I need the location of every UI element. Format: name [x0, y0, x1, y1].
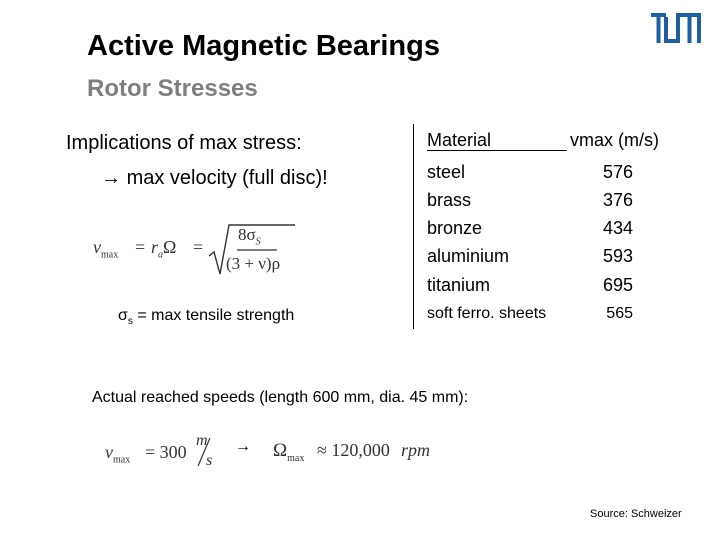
sigma-definition: $\sigma_s = \max$ tensile strength	[118, 307, 295, 328]
table-divider	[413, 124, 414, 329]
table-cell-vmax: 376	[602, 190, 633, 210]
max-velocity-formula: $v_{max}$ = $r_a\Omega$ = $8\sigma_S$ (3 + ν)ρ	[93, 222, 293, 282]
implications-heading: Implications of max stress:	[66, 132, 302, 154]
table-cell-vmax: 576	[602, 162, 633, 182]
table-cell-material: aluminium	[427, 246, 510, 266]
table-cell-material: brass	[427, 190, 472, 210]
tum-logo	[651, 13, 701, 43]
table-cell-material: bronze	[427, 218, 483, 238]
table-cell-material: steel	[427, 162, 466, 182]
table-cell-vmax: 593	[602, 246, 633, 266]
slide-subtitle: Rotor Stresses	[87, 75, 258, 102]
arrow-icon: →	[101, 167, 121, 189]
bullet-text: max velocity (full disc)!	[126, 167, 328, 189]
source-note: Source: Schweizer	[590, 508, 682, 520]
table-cell-material: soft ferro. sheets	[427, 305, 547, 322]
actual-speeds-formula: $v_{max}$ = 300 m s → $\Omega_{max}$ ≈ 120,000 rpm	[105, 432, 431, 469]
arrow-icon: →	[235, 438, 251, 455]
table-cell-vmax: 695	[602, 275, 633, 295]
table-cell-vmax: 434	[602, 218, 633, 238]
col-header-vmax: vmax (m/s)	[570, 130, 659, 150]
table-cell-material: titanium	[427, 275, 491, 295]
table-cell-vmax: 565	[606, 305, 633, 322]
col-header-material: Material	[427, 130, 492, 150]
bullet-line	[101, 167, 328, 190]
actual-speeds-text: Actual reached speeds (length 600 mm, dia. 45 mm):	[92, 389, 469, 406]
slide-title: Active Magnetic Bearings	[87, 30, 440, 62]
header-underline	[427, 150, 567, 151]
